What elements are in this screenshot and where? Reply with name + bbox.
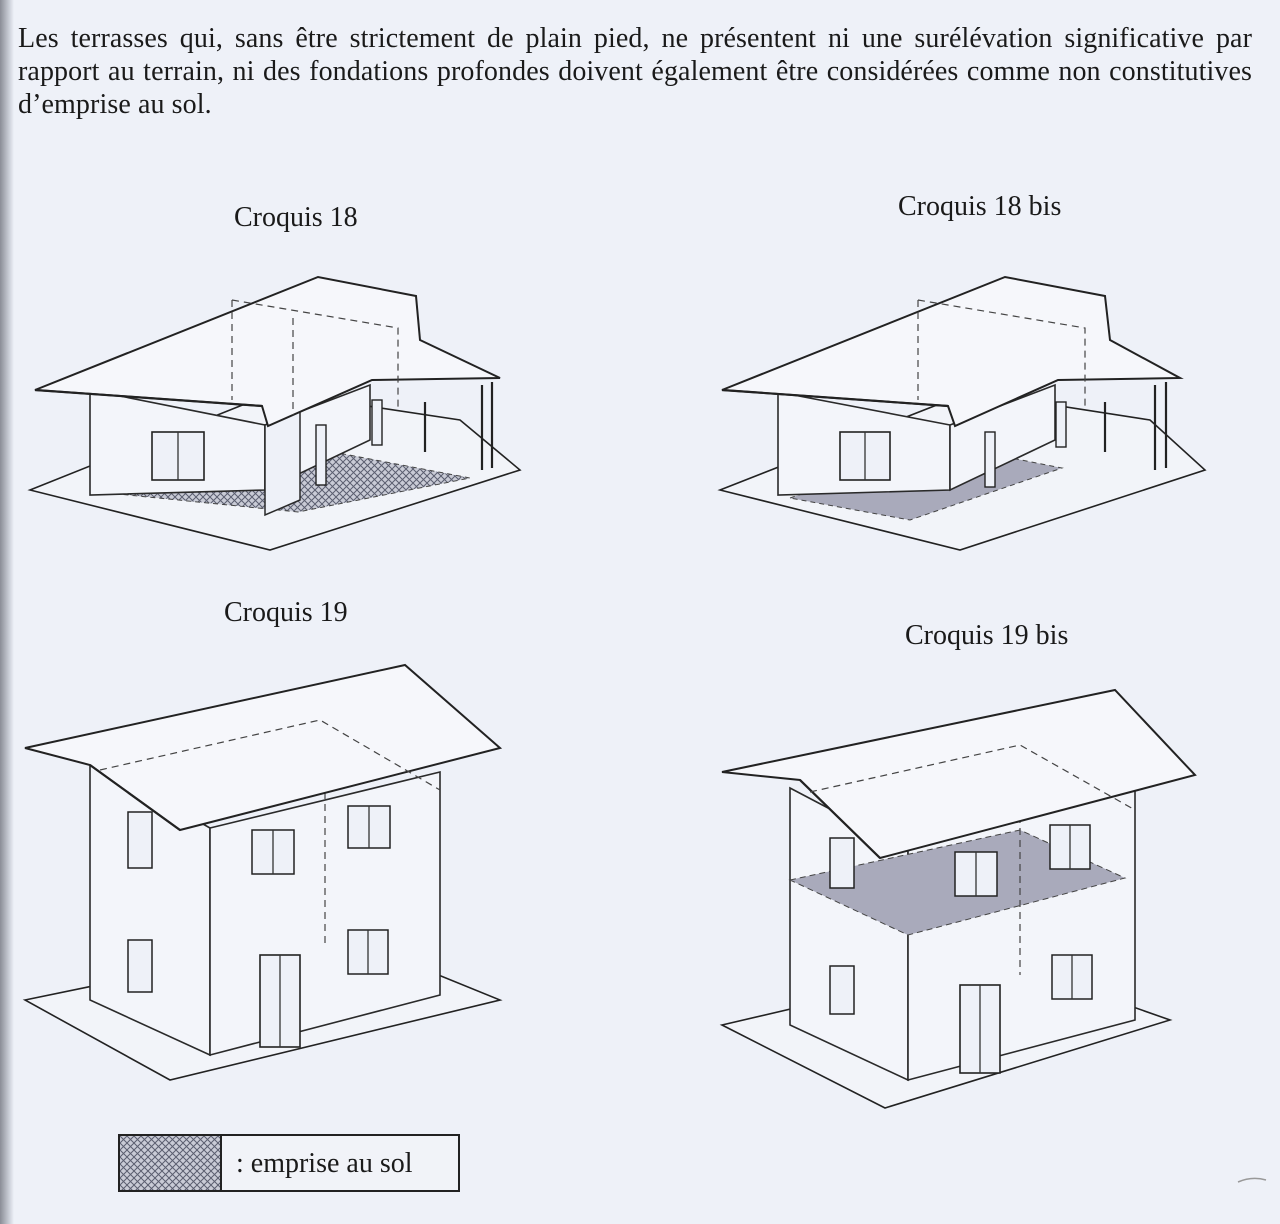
sketch-croquis-18-bis xyxy=(720,277,1205,550)
caption-croquis-18: Croquis 18 xyxy=(234,202,358,233)
legend xyxy=(118,1134,460,1192)
legend-label: : emprise au sol xyxy=(236,1148,413,1179)
caption-croquis-19-bis: Croquis 19 bis xyxy=(905,620,1069,651)
legend-hatch-swatch xyxy=(120,1136,222,1190)
scan-mark xyxy=(1238,1178,1266,1182)
sketch-croquis-19-bis xyxy=(722,690,1195,1108)
caption-croquis-19: Croquis 19 xyxy=(224,597,348,628)
body-paragraph: Les terrasses qui, sans être strictement de plain pied, ne présentent ni une surélévation significative par rapport au terrain, ni des fondations profondes doivent également être considérées comme non constitutives d’emprise au sol. xyxy=(18,23,1252,120)
caption-croquis-18-bis: Croquis 18 bis xyxy=(898,191,1062,222)
sketch-croquis-19 xyxy=(25,665,500,1080)
sketch-croquis-18 xyxy=(30,277,520,550)
